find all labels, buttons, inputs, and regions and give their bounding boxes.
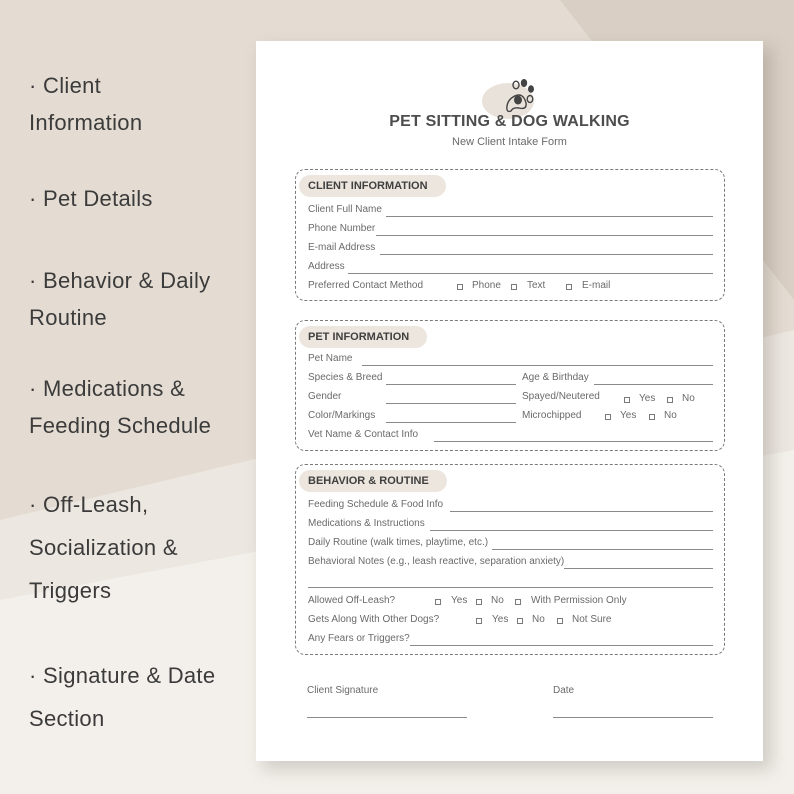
feature-line: Triggers (29, 577, 112, 603)
feature-line: Section (29, 705, 105, 731)
off-leash-yes-label: Yes (451, 595, 468, 606)
feature-line: Socialization & (29, 534, 178, 560)
off-leash-no-label: No (491, 595, 504, 606)
daily-routine-field[interactable] (492, 549, 713, 550)
gets-along-not-sure-label: Not Sure (572, 614, 612, 625)
form-title: PET SITTING & DOG WALKING (389, 113, 630, 130)
pet-information-section (295, 320, 725, 451)
address-field[interactable] (348, 273, 713, 274)
off-leash-permission-label: With Permission Only (531, 595, 627, 606)
feature-line: Feeding Schedule (29, 412, 212, 438)
gets-along-not-sure-checkbox[interactable] (557, 618, 563, 624)
intake-form-sheet (256, 41, 763, 761)
species-breed-field[interactable] (386, 384, 516, 385)
form-subtitle: New Client Intake Form (452, 136, 567, 148)
vet-contact-label: Vet Name & Contact Info (308, 429, 419, 440)
email-checkbox[interactable] (566, 284, 572, 290)
client-signature-field[interactable] (307, 717, 467, 718)
phone-checkbox[interactable] (457, 284, 463, 290)
feature-line: · Off-Leash, (29, 492, 149, 517)
email-address-field[interactable] (380, 254, 713, 255)
gets-along-yes-label: Yes (492, 614, 509, 625)
gets-along-no-checkbox[interactable] (517, 618, 523, 624)
phone-number-label: Phone Number (308, 223, 376, 234)
pet-name-field[interactable] (362, 365, 713, 366)
client-full-name-field[interactable] (386, 216, 713, 217)
text-option-label: Text (527, 280, 546, 291)
spayed-yes-label: Yes (639, 393, 656, 404)
client-signature-label: Client Signature (307, 685, 379, 696)
text-checkbox[interactable] (511, 284, 517, 290)
feature-behavior-routine (29, 263, 254, 337)
microchipped-yes-checkbox[interactable] (605, 414, 611, 420)
fears-triggers-label: Any Fears or Triggers? (308, 633, 410, 644)
behavioral-notes-field[interactable] (564, 568, 713, 569)
spayed-no-label: No (682, 393, 695, 404)
age-birthday-field[interactable] (594, 384, 713, 385)
gets-along-no-label: No (532, 614, 545, 625)
gender-field[interactable] (386, 403, 516, 404)
email-option-label: E-mail (582, 280, 611, 291)
date-label: Date (553, 685, 575, 696)
microchipped-no-checkbox[interactable] (649, 414, 655, 420)
feature-client-information (29, 68, 254, 142)
species-breed-label: Species & Breed (308, 372, 383, 383)
section-heading: PET INFORMATION (299, 326, 427, 348)
contact-method-label: Preferred Contact Method (308, 280, 424, 291)
feature-line: Routine (29, 304, 107, 330)
gets-along-label: Gets Along With Other Dogs? (308, 614, 440, 625)
gender-label: Gender (308, 391, 342, 402)
off-leash-yes-checkbox[interactable] (435, 599, 441, 605)
color-markings-field[interactable] (386, 422, 516, 423)
color-markings-label: Color/Markings (308, 410, 376, 421)
feature-medications-feeding (29, 371, 254, 445)
medications-field[interactable] (430, 530, 713, 531)
phone-option-label: Phone (472, 280, 501, 291)
email-address-label: E-mail Address (308, 242, 376, 253)
behavior-routine-section (295, 464, 725, 655)
section-heading: BEHAVIOR & ROUTINE (299, 470, 447, 492)
microchipped-yes-label: Yes (620, 410, 637, 421)
feature-line: · Medications & (29, 376, 186, 401)
fears-triggers-field[interactable] (410, 645, 713, 646)
spayed-neutered-label: Spayed/Neutered (522, 391, 600, 402)
pet-name-label: Pet Name (308, 353, 353, 364)
feature-line: · Client (29, 73, 102, 98)
off-leash-no-checkbox[interactable] (476, 599, 482, 605)
feature-line: · Pet Details (29, 186, 153, 211)
client-full-name-label: Client Full Name (308, 204, 382, 215)
client-information-section (295, 169, 725, 301)
feature-line: · Signature & Date (29, 663, 216, 688)
phone-number-field[interactable] (376, 235, 713, 236)
feeding-schedule-label: Feeding Schedule & Food Info (308, 499, 444, 510)
feature-off-leash (29, 484, 254, 613)
off-leash-permission-checkbox[interactable] (515, 599, 521, 605)
medications-label: Medications & Instructions (308, 518, 425, 529)
spayed-no-checkbox[interactable] (667, 397, 673, 403)
feeding-schedule-field[interactable] (450, 511, 713, 512)
behavioral-notes-label: Behavioral Notes (e.g., leash reactive, separation anxiety) (308, 556, 565, 567)
spayed-yes-checkbox[interactable] (624, 397, 630, 403)
feature-pet-details (29, 181, 254, 218)
section-heading: CLIENT INFORMATION (299, 175, 446, 197)
gets-along-yes-checkbox[interactable] (476, 618, 482, 624)
address-label: Address (308, 261, 345, 272)
vet-contact-field[interactable] (434, 441, 713, 442)
daily-routine-label: Daily Routine (walk times, playtime, etc.) (308, 537, 489, 548)
age-birthday-label: Age & Birthday (522, 372, 589, 383)
off-leash-label: Allowed Off-Leash? (308, 595, 396, 606)
microchipped-no-label: No (664, 410, 677, 421)
date-field[interactable] (553, 717, 713, 718)
behavioral-notes-extra-line[interactable] (308, 587, 713, 588)
feature-line: · Behavior & Daily (29, 268, 211, 293)
feature-signature-date (29, 655, 254, 741)
feature-line: Information (29, 109, 143, 135)
microchipped-label: Microchipped (522, 410, 582, 421)
